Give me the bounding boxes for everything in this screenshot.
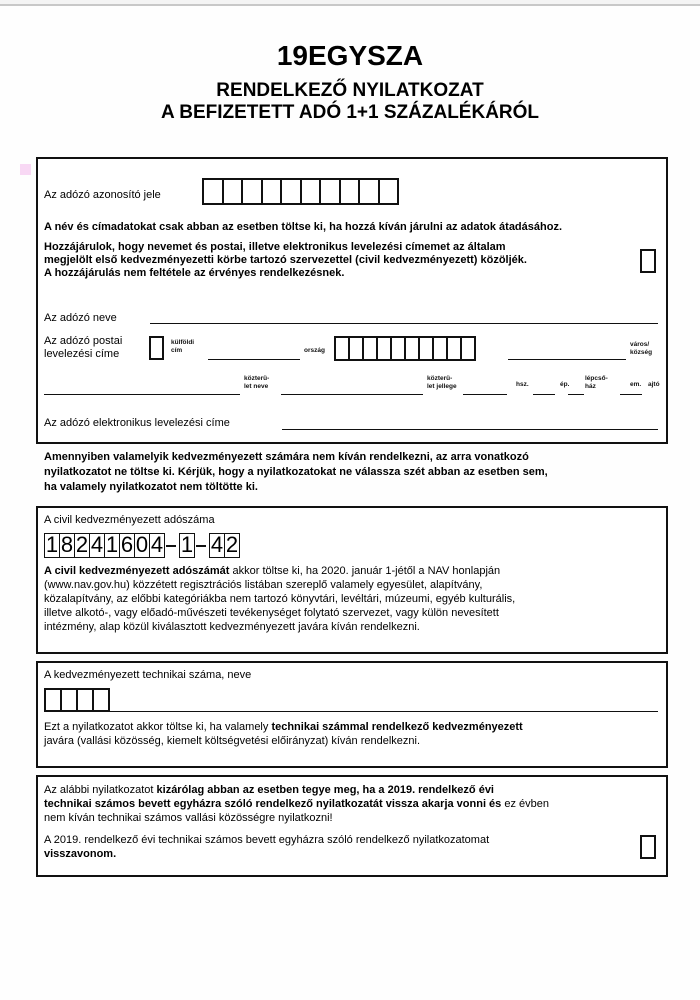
revoke-line-2-rest: ez évben	[501, 798, 549, 810]
tax-digit[interactable]: 1	[45, 532, 59, 557]
house-number-input[interactable]	[533, 394, 555, 395]
revoke-statement-line-2: visszavonom.	[44, 848, 117, 860]
stair-label-line-2: ház	[585, 383, 596, 390]
field-marker	[20, 164, 31, 175]
street-name-label-line-1: közterü-	[244, 375, 270, 382]
char-box[interactable]	[280, 178, 302, 205]
civil-description	[44, 564, 654, 634]
tax-digit[interactable]: 4	[150, 532, 164, 557]
city-label	[630, 341, 652, 357]
civil-desc-line-2: (www.nav.gov.hu) közzétett regisztrációs listában szereplő valamely egyesület, alapítvány,	[44, 579, 483, 591]
revoke-instruction	[44, 783, 659, 825]
form-code-title: 19EGYSZA	[276, 40, 424, 71]
street-name-label	[244, 375, 269, 391]
tax-number-separator	[166, 545, 176, 547]
notice-line-3: ha valamely nyilatkozatot nem töltötte ki.	[44, 481, 258, 493]
consent-notice: A név és címadatokat csak abban az esetben töltse ki, ha hozzá kíván járulni az adatok átadásához.	[44, 221, 562, 233]
street-type-input[interactable]	[463, 394, 507, 395]
foreign-label-line-1: külföldi	[171, 339, 195, 346]
char-box[interactable]	[92, 688, 110, 712]
technical-desc-bold: technikai számmal rendelkező kedvezményezett	[271, 721, 523, 733]
name-input[interactable]	[150, 323, 658, 324]
instruction-notice	[44, 450, 664, 495]
email-input[interactable]	[282, 429, 658, 430]
stairway-input[interactable]	[620, 394, 642, 395]
street-name-label-line-2: let neve	[244, 383, 269, 390]
tax-digit[interactable]: 2	[225, 532, 239, 557]
char-box[interactable]	[300, 178, 322, 205]
consent-text	[44, 241, 527, 280]
revoke-statement	[44, 833, 634, 861]
taxpayer-section	[36, 157, 668, 444]
country-label: ország	[304, 347, 325, 354]
char-box[interactable]	[319, 178, 341, 205]
char-box[interactable]	[202, 178, 224, 205]
street-type-label-line-2: let jellege	[427, 383, 457, 390]
char-box[interactable]	[378, 178, 400, 205]
tax-digit[interactable]: 1	[105, 532, 119, 557]
street-type-label-line-1: közterü-	[427, 375, 453, 382]
revoke-line-3: nem kíván technikai számos vallási közösségre nyilatkozni!	[44, 812, 333, 824]
foreign-address-checkbox[interactable]	[149, 336, 164, 360]
foreign-address-label	[171, 339, 194, 355]
name-label: Az adózó neve	[44, 312, 117, 324]
building-input[interactable]	[568, 394, 584, 395]
tax-digit[interactable]: 2	[75, 532, 89, 557]
revoke-line-1-pre: Az alábbi nyilatkozatot	[44, 784, 157, 796]
tax-digit[interactable]: 8	[60, 532, 74, 557]
technical-name-input[interactable]	[108, 711, 658, 712]
char-box[interactable]	[222, 178, 244, 205]
technical-desc-line-2: javára (vallási közösség, kiemelt költségvetési előirányzat) kíván rendelkezni.	[44, 735, 421, 747]
char-box[interactable]	[358, 178, 380, 205]
tax-number-separator	[196, 545, 206, 547]
foreign-label-line-2: cím	[171, 347, 183, 354]
city-label-line-2: község	[630, 349, 653, 356]
building-label: ép.	[560, 381, 570, 388]
consent-line-1: Hozzájárulok, hogy nevemet és postai, illetve elektronikus levelezési címemet az általam	[44, 241, 506, 253]
civil-desc-line-5: intézmény, alap közül kiválasztott kedvezményezett javára kíván rendelkezni.	[44, 621, 420, 633]
city-input[interactable]	[508, 359, 626, 360]
revoke-section	[36, 775, 668, 877]
technical-beneficiary-section	[36, 661, 668, 768]
char-box[interactable]	[261, 178, 283, 205]
tax-digit[interactable]: 4	[90, 532, 104, 557]
civil-desc-line-1: akkor töltse ki, ha 2020. január 1-jétől a NAV honlapján	[229, 565, 501, 577]
viewer-top-border	[0, 0, 700, 6]
notice-line-2: nyilatkozatot ne töltse ki. Kérjük, hogy a nyilatkozatokat ne válassza szét abban az esetben sem,	[44, 466, 548, 478]
revoke-checkbox[interactable]	[640, 835, 656, 859]
stairway-label	[585, 375, 608, 391]
civil-tax-number-label: A civil kedvezményezett adószáma	[44, 514, 215, 526]
technical-desc-pre: Ezt a nyilatkozatot akkor töltse ki, ha valamely	[44, 721, 272, 733]
door-label: ajtó	[648, 381, 660, 388]
char-box[interactable]	[241, 178, 263, 205]
revoke-line-1-bold: kizárólag abban az esetben tegye meg, ha a 2019. rendelkező évi	[156, 784, 494, 796]
civil-desc-line-4: illetve alkotó-, vagy előadó-művészeti tevékenységet folytató szervezet, vagy külön nevesített	[44, 607, 499, 619]
house-number-label: hsz.	[516, 381, 529, 388]
city-label-line-1: város/	[630, 341, 650, 348]
civil-desc-line-3: közalapítvány, az előbbi kategóriákba nem tartozó könyvtári, levéltári, múzeumi, egyéb kulturális,	[44, 593, 516, 605]
email-label: Az adózó elektronikus levelezési címe	[44, 417, 230, 429]
street-name-input[interactable]	[281, 394, 423, 395]
tax-digit[interactable]: 0	[135, 532, 149, 557]
technical-number-label: A kedvezményezett technikai száma, neve	[44, 669, 252, 681]
stair-label-line-1: lépcső-	[585, 375, 608, 382]
civil-beneficiary-section	[36, 506, 668, 654]
technical-description	[44, 720, 654, 748]
revoke-statement-line-1: A 2019. rendelkező évi technikai számos bevett egyházra szóló rendelkező nyilatkozatomat	[44, 834, 490, 846]
tax-digit[interactable]: 4	[210, 532, 224, 557]
char-box[interactable]	[339, 178, 361, 205]
tax-digit[interactable]: 1	[180, 532, 194, 557]
postal-label-line-2: levelezési címe	[44, 348, 120, 360]
subtitle-line-2: A BEFIZETETT ADÓ 1+1 SZÁZALÉKÁRÓL	[160, 102, 540, 123]
consent-line-3: A hozzájárulás nem feltétele az érvényes rendelkezésnek.	[44, 267, 345, 279]
consent-line-2: megjelölt első kedvezményezetti körbe tartozó szervezettel (civil kedvezményezett) közöljék.	[44, 254, 527, 266]
postal-address-label	[44, 335, 122, 361]
taxpayer-id-label: Az adózó azonosító jele	[44, 189, 161, 201]
foreign-address-input[interactable]	[208, 359, 300, 360]
civil-desc-bold: A civil kedvezményezett adószámát	[44, 565, 230, 577]
consent-checkbox[interactable]	[640, 249, 656, 273]
subtitle-line-1: RENDELKEZŐ NYILATKOZAT	[216, 80, 484, 101]
form-subtitle	[0, 80, 700, 124]
postal-label-line-1: Az adózó postai	[44, 335, 123, 347]
notice-line-1: Amennyiben valamelyik kedvezményezett számára nem kíván rendelkezni, az arra vonatkozó	[44, 451, 529, 463]
revoke-line-2-bold: technikai számos bevett egyházra szóló rendelkező nyilatkozatát vissza akarja vonni és	[44, 798, 502, 810]
street-type-label	[427, 375, 457, 391]
floor-label: em.	[630, 381, 642, 388]
char-box[interactable]	[460, 336, 476, 361]
address-line-input[interactable]	[44, 394, 240, 395]
tax-digit[interactable]: 6	[120, 532, 134, 557]
